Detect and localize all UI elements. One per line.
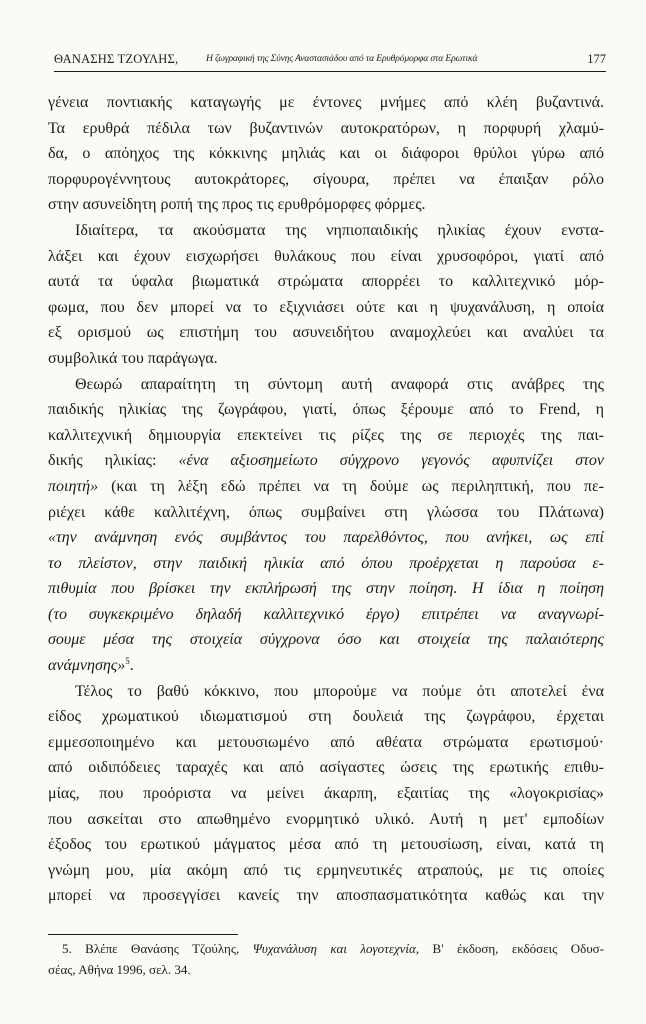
text-run: «ένα αξιοσημείωτο σύγχρονο γεγονός αφυπνίζει στον <box>178 452 605 470</box>
footnote-line <box>48 959 604 980</box>
running-head-title: Η ζωγραφική της Σύνης Αναστασιάδου από τα Ερυθρόμορφα στα Ερωτικά <box>206 53 478 64</box>
text-line <box>48 781 604 807</box>
text-line <box>48 90 604 116</box>
text-line <box>48 807 604 833</box>
text-line <box>48 858 604 884</box>
text-run: πιθυμία που βρίσκει την εκπλήρωσή της στην ποίηση. Η ίδια η ποίηση <box>48 580 604 598</box>
text-run: αυτά τα ύφαλα βιωματικά στρώματα απορρέει το καλλιτεχνικό μόρ- <box>48 273 604 291</box>
page-number: 177 <box>587 52 606 66</box>
text-run: Ιδιαίτερα, τα ακούσματα της νηπιοπαιδικής ηλικίας έχουν ενστα- <box>75 221 604 239</box>
text-run: έξοδος του ερωτικού μάγματος μέσα από τη μετουσίωση, είναι, κατά τη <box>48 836 604 854</box>
text-line <box>48 730 604 756</box>
text-line <box>48 755 604 781</box>
text-run: 5. Βλέπε Θανάσης Τζούλης, <box>62 941 253 956</box>
text-run: ανάμνησης» <box>48 657 126 675</box>
text-line <box>48 704 604 730</box>
text-run: το πλείστον, στην παιδική ηλικία από όπου προέρχεται η παρούσα ε- <box>48 554 604 572</box>
text-line <box>48 551 604 577</box>
text-line <box>48 141 604 167</box>
text-line <box>48 192 604 218</box>
text-run: σουμε μέσα της στοιχεία σύγχρονα όσο και στοιχεία της παλαιότερης <box>48 631 604 649</box>
text-run: πορφυρογέννητους αυτοκράτορες, σίγουρα, πρέπει να έπαιξαν ρόλο <box>48 170 604 188</box>
footnote-rule <box>48 934 238 935</box>
text-line <box>48 372 604 398</box>
text-line <box>48 320 604 346</box>
text-run: συμβολικά του παράγωγα. <box>48 349 218 367</box>
text-run: από οιδιπόδειες ταραχές και από ασίγαστες ώσεις της ερωτικής επιθυ- <box>48 759 604 777</box>
text-run: (και τη λέξη εδώ πρέπει να τη δούμε ως περιληπτική, που πε- <box>98 477 604 495</box>
body-text <box>48 90 604 909</box>
text-run: σέας, Αθήνα 1996, σελ. 34. <box>48 962 191 977</box>
footnote-marker: 5 <box>125 656 130 667</box>
text-line <box>48 448 604 474</box>
text-run: Ψυχανάλυση και λογοτεχνία <box>252 941 416 956</box>
text-run: δα, ο απόηχος της κόκκινης μηλιάς και οι διάφοροι θρύλοι γύρω από <box>48 145 604 163</box>
text-run: λάξει και έχουν εισχωρήσει θυλάκους που είναι χρυσοφόροι, γιατί από <box>48 247 604 265</box>
text-run: Τα ερυθρά πέδιλα των βυζαντινών αυτοκρατόρων, η πορφυρή χλαμύ- <box>48 119 604 137</box>
text-run: μίας, που προόριστα να μείνει άκαρπη, εξαιτίας της «λογοκρισίας» <box>48 785 604 803</box>
text-line <box>48 397 604 423</box>
text-line <box>48 295 604 321</box>
text-line <box>48 525 604 551</box>
text-line <box>48 832 604 858</box>
text-run: παιδικής ηλικίας της ζωγράφου, γιατί, όπως ξέρουμε από το Frend, η <box>48 401 604 419</box>
text-run: καλλιτεχνική δημιουργία επεκτείνει τις ρίζες της σε περιοχές της παι- <box>48 426 604 444</box>
text-line <box>48 116 604 142</box>
text-line <box>48 474 604 500</box>
text-line <box>48 346 604 372</box>
footnote <box>48 938 604 980</box>
text-line <box>48 883 604 909</box>
text-line <box>48 627 604 653</box>
footnote-line <box>48 938 604 959</box>
text-run: γένεια ποντιακής καταγωγής με έντονες μνήμες από κλέη βυζαντινά. <box>48 94 604 111</box>
text-line <box>48 269 604 295</box>
text-run: φωμα, που δεν μπορεί να το εξιχνιάσει ούτε και η ψυχανάλυση, η οποία <box>48 298 604 316</box>
text-line <box>48 602 604 628</box>
text-line <box>48 423 604 449</box>
running-head-author: ΘΑΝΑΣΗΣ ΤΖΟΥΛΗΣ, <box>54 52 179 66</box>
text-line <box>48 244 604 270</box>
text-run: . <box>129 657 134 675</box>
text-line <box>48 218 604 244</box>
text-run: «την ανάμνηση ενός συμβάντος του παρελθόντος, που ανήκει, ως επί <box>48 529 604 547</box>
text-run: (το συγκεκριμένο δηλαδή καλλιτεχνικό έργο) επιτρέπει να αναγνωρί- <box>48 605 604 623</box>
text-run: που ασκείται στο απωθημένο ενορμητικό υλικό. Αυτή η μετ' εμποδίων <box>48 810 604 828</box>
text-run: εξ ορισμού ως επιστήμη του ασυνειδήτου αναμοχλεύει και αναλύει τα <box>48 324 604 342</box>
text-line <box>48 167 604 193</box>
text-run: Τέλος το βαθύ κόκκινο, που μπορούμε να πούμε ότι αποτελεί ένα <box>75 682 604 700</box>
running-head <box>54 49 606 69</box>
text-run: δικής ηλικίας: <box>48 452 179 470</box>
text-run: ριέχει κάθε καλλιτέχνη, όπως συμβαίνει στη γλώσσα του Πλάτωνα) <box>48 503 604 521</box>
header-rule <box>54 71 606 72</box>
text-run: εμμεσοποιημένο και μετουσιωμένο από αθέατα στρώματα ερωτισμού· <box>48 733 604 751</box>
text-line <box>48 576 604 602</box>
text-line <box>48 653 604 679</box>
text-run: ποιητή» <box>48 477 99 495</box>
text-run: Θεωρώ απαραίτητη τη σύντομη αυτή αναφορά στις ανάβρες της <box>75 375 604 393</box>
text-line <box>48 500 604 526</box>
text-run: γνώμη μου, μία ακόμη από τις ερμηνευτικές ατραπούς, με τις οποίες <box>48 861 604 879</box>
text-run: στην ασυνείδητη ροπή της προς τις ερυθρόμορφες φόρμες. <box>48 196 426 214</box>
text-run: μπορεί να προσεγγίσει κανείς την αποσπασματικότητα καθώς και την <box>48 887 604 905</box>
text-run: , Β' έκδοση, εκδόσεις Οδυσ- <box>415 941 604 956</box>
text-run: είδος χρωματικού ιδιωματισμού στη δουλειά της ζωγράφου, έρχεται <box>48 708 604 726</box>
text-line <box>48 679 604 705</box>
